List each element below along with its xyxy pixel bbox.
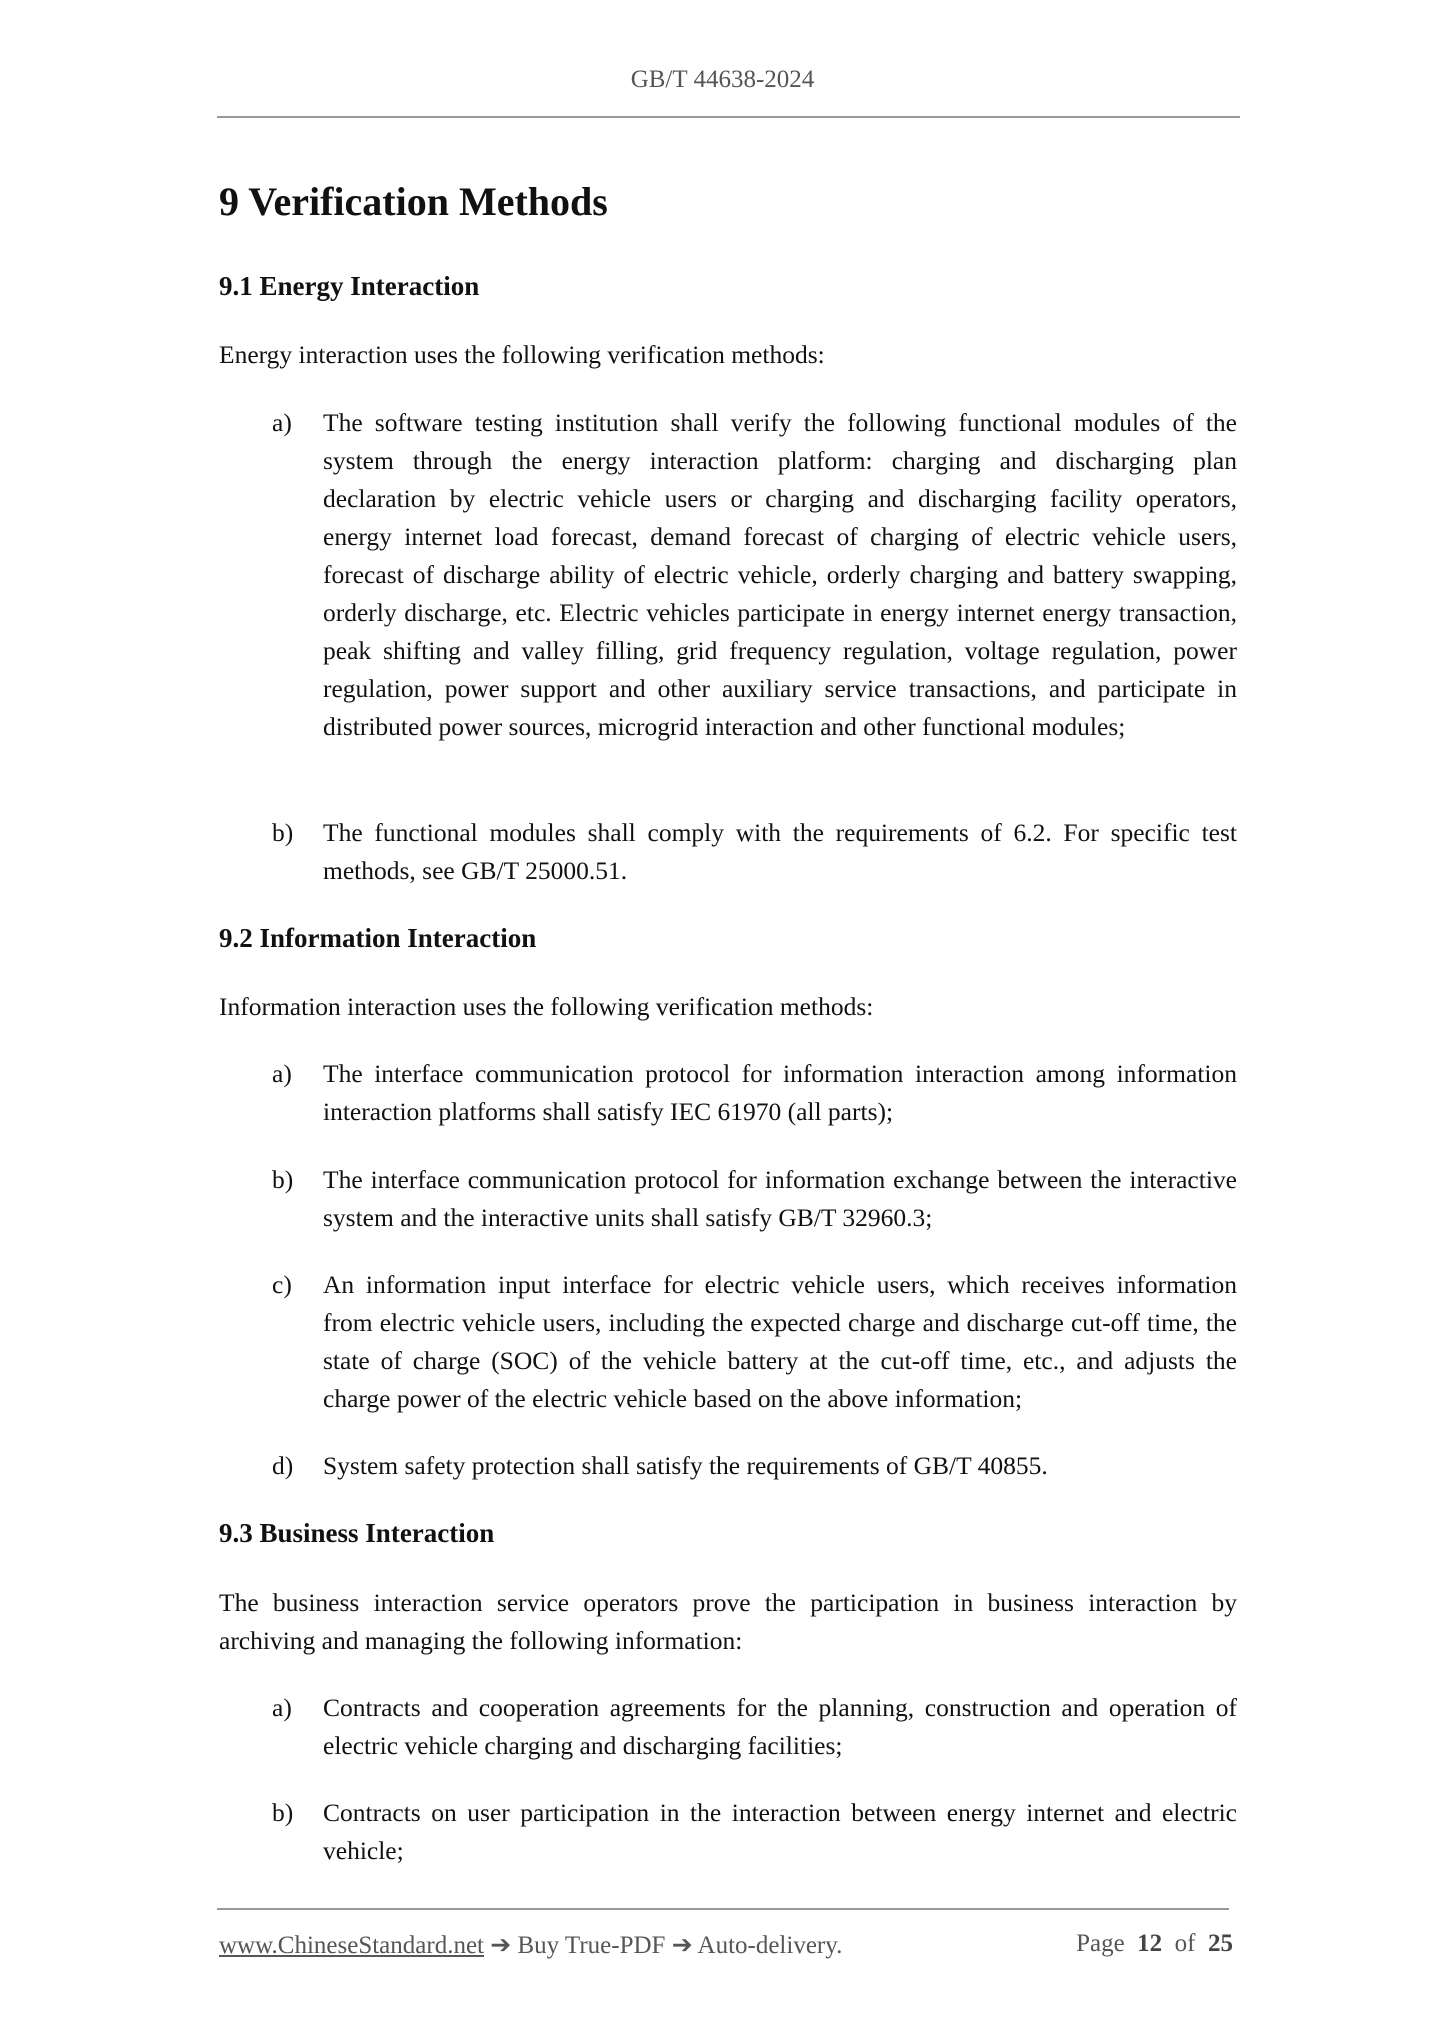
arrow-right-icon: ➔ [671,1932,693,1959]
document-id-header: GB/T 44638-2024 [630,66,815,93]
footer-divider [217,1908,1229,1910]
header-divider [217,116,1240,118]
list-text: Contracts on user participation in the interaction between energy internet and electric vehicle; [323,1798,1237,1865]
list-text: The interface communication protocol for information exchange between the interactive system and the interactive units shall satisfy GB/T 32960.3; [323,1165,1237,1232]
list-item [272,1055,1237,1131]
list-item [272,1447,1237,1485]
list-marker: c) [272,1270,292,1299]
page-indicator [1076,1930,1233,1958]
page-title: 9 Verification Methods [219,179,608,224]
section-intro: The business interaction service operators prove the participation in business interaction by archiving and managing the following information: [219,1588,1237,1655]
section-intro: Energy interaction uses the following verification methods: [219,340,825,369]
list-marker: a) [272,1693,292,1722]
list-item [272,814,1237,890]
list-item [272,1794,1237,1870]
list-item [272,1266,1237,1418]
of-label: of [1174,1930,1196,1957]
list-item [272,1689,1237,1765]
total-pages: 25 [1208,1930,1233,1957]
list-text: An information input interface for electric vehicle users, which receives information from electric vehicle users, including the expected charge and discharge cut-off time, the state of charge (SOC) of the vehicle battery at the cut-off time, etc., and adjusts the charge power of the electric vehicle based on the above information; [323,1270,1237,1413]
buy-text: Buy True-PDF [517,1932,666,1959]
list-marker: a) [272,1059,292,1088]
list-text: System safety protection shall satisfy the requirements of GB/T 40855. [323,1451,1048,1480]
page-label: Page [1076,1930,1125,1957]
list-marker: a) [272,408,292,437]
list-marker: b) [272,1798,294,1827]
page-footer [219,1930,1233,1960]
list-marker: b) [272,1165,294,1194]
list-item [272,1161,1237,1237]
list-marker: b) [272,818,294,847]
list-text: The software testing institution shall verify the following functional modules of the system through the energy interaction platform: charging and discharging plan declaration by electric vehicle users or charging and discharging facility operators, energy internet load forecast, demand forecast of charging of electric vehicle users, forecast of discharge ability of electric vehicle, orderly charging and battery swapping, orderly discharge, etc. Electric vehicles participate in energy internet energy transaction, peak shifting and valley filling, grid frequency regulation, voltage regulation, power regulation, power support and other auxiliary service transactions, and participate in distributed power sources, microgrid interaction and other functional modules; [323,408,1237,741]
website-link[interactable]: www.ChineseStandard.net [219,1932,484,1959]
list-text: The functional modules shall comply with the requirements of 6.2. For specific test methods, see GB/T 25000.51. [323,818,1237,885]
list-item [272,404,1237,746]
delivery-text: Auto-delivery. [697,1932,843,1959]
section-heading: 9.3 Business Interaction [219,1518,495,1548]
section-intro: Information interaction uses the following verification methods: [219,992,874,1021]
section-heading: 9.2 Information Interaction [219,923,537,953]
list-marker: d) [272,1451,294,1480]
section-heading: 9.1 Energy Interaction [219,271,480,301]
current-page: 12 [1137,1930,1163,1957]
list-text: The interface communication protocol for information interaction among information interaction platforms shall satisfy IEC 61970 (all parts); [323,1059,1237,1126]
list-text: Contracts and cooperation agreements for the planning, construction and operation of electric vehicle charging and discharging facilities; [323,1693,1237,1760]
arrow-right-icon: ➔ [490,1932,512,1959]
